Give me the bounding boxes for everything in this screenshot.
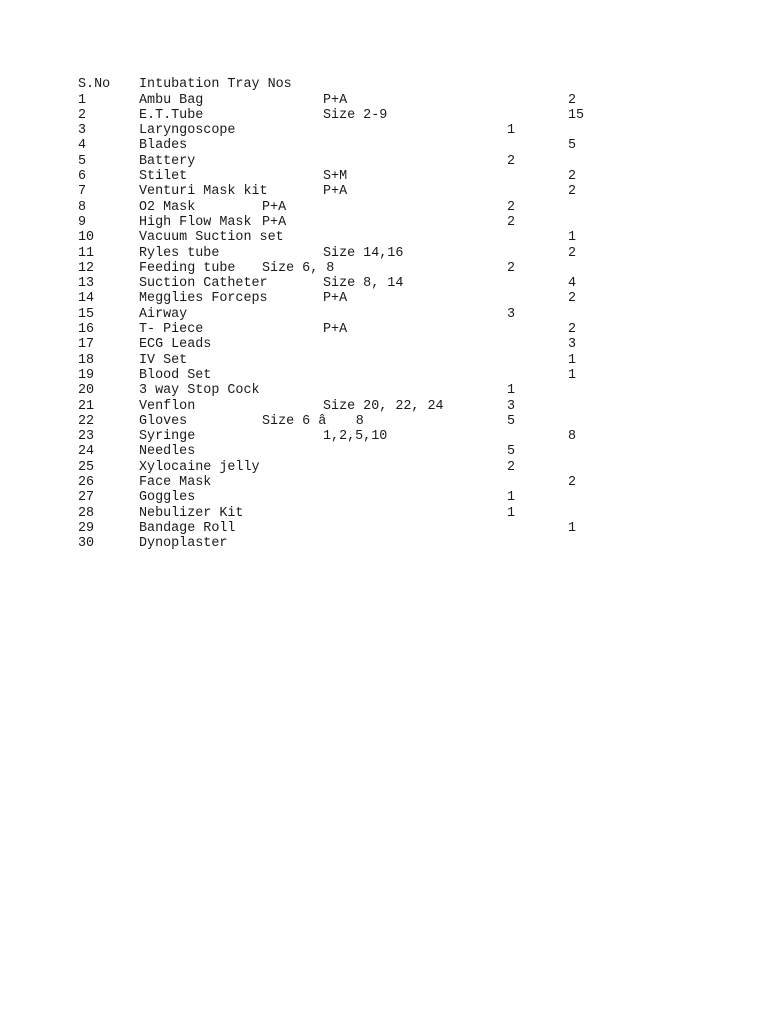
item-qty: 2: [568, 322, 577, 337]
item-sno: 26: [78, 475, 95, 490]
list-item: [0, 490, 768, 506]
item-qty: 1: [507, 490, 516, 506]
list-item: [0, 521, 768, 537]
item-name: T- Piece: [139, 322, 204, 337]
item-spec: Size 14,16: [323, 245, 404, 261]
item-sno: 13: [78, 276, 95, 292]
item-sno: 2: [78, 107, 87, 123]
item-spec: 1,2,5,10: [323, 429, 388, 445]
item-qty: 1: [507, 123, 516, 139]
item-name: Dynoplaster: [139, 536, 228, 552]
item-name: Airway: [139, 306, 188, 322]
item-spec: P+A: [323, 322, 348, 337]
item-sno: 6: [78, 169, 87, 184]
item-name: Blades: [139, 138, 188, 154]
item-name: Vacuum Suction set: [139, 230, 284, 246]
item-qty: 1: [568, 367, 577, 383]
item-name: High Flow Mask: [139, 214, 252, 230]
item-name: Venturi Mask kit: [139, 184, 268, 200]
item-name: Nebulizer Kit: [139, 505, 244, 521]
item-sno: 18: [78, 352, 95, 368]
item-name: E.T.Tube: [139, 107, 204, 123]
item-name: Syringe: [139, 429, 196, 445]
item-name: Needles: [139, 444, 196, 460]
item-qty: 2: [568, 291, 577, 307]
item-spec: P+A: [262, 199, 287, 215]
item-sno: 29: [78, 520, 95, 536]
item-qty: 2: [568, 475, 577, 490]
document-title: Intubation Tray Nos: [139, 77, 292, 92]
item-name: O2 Mask: [139, 199, 196, 215]
item-sno: 5: [78, 153, 87, 169]
list-item: [0, 93, 768, 109]
item-name: Feeding tube: [139, 260, 236, 276]
item-spec: S+M: [323, 169, 348, 184]
list-item: [0, 460, 768, 476]
item-qty: 3: [507, 306, 516, 322]
list-item: [0, 353, 768, 369]
list-item: [0, 506, 768, 522]
item-name: Venflon: [139, 398, 196, 414]
item-sno: 7: [78, 184, 87, 200]
list-item: [0, 536, 768, 552]
item-name: Laryngoscope: [139, 123, 236, 139]
list-item: [0, 444, 768, 460]
item-sno: 20: [78, 383, 95, 399]
item-name: Megglies Forceps: [139, 291, 268, 307]
item-qty: 5: [568, 138, 577, 154]
list-item: [0, 475, 768, 491]
item-sno: 16: [78, 322, 95, 337]
item-sno: 8: [78, 199, 87, 215]
item-qty: 2: [568, 245, 577, 261]
item-name: 3 way Stop Cock: [139, 383, 260, 399]
item-sno: 9: [78, 214, 87, 230]
item-qty: 4: [568, 276, 577, 292]
item-qty: 1: [568, 352, 577, 368]
item-qty: 15: [568, 107, 585, 123]
item-name: Bandage Roll: [139, 520, 236, 536]
list-item: [0, 169, 768, 185]
item-sno: 11: [78, 245, 95, 261]
item-qty: 2: [507, 153, 516, 169]
item-spec: Size 6, 8: [262, 260, 335, 276]
item-qty: 3: [568, 337, 577, 353]
item-sno: 30: [78, 536, 95, 552]
list-item: [0, 414, 768, 430]
list-item: [0, 200, 768, 216]
item-name: Goggles: [139, 490, 196, 506]
item-sno: 3: [78, 123, 87, 139]
item-qty: 2: [507, 459, 516, 475]
item-qty: 2: [568, 92, 577, 108]
list-item: [0, 261, 768, 277]
item-qty: 2: [568, 169, 577, 184]
item-sno: 23: [78, 429, 95, 445]
list-item: [0, 337, 768, 353]
item-spec: P+A: [323, 291, 348, 307]
item-sno: 28: [78, 505, 95, 521]
item-sno: 19: [78, 367, 95, 383]
item-sno: 22: [78, 413, 95, 429]
item-spec: Size 20, 22, 24: [323, 398, 444, 414]
item-spec: Size 2-9: [323, 107, 388, 123]
list-item: [0, 368, 768, 384]
item-qty: 1: [568, 520, 577, 536]
item-spec: P+A: [323, 92, 348, 108]
item-name: Ambu Bag: [139, 92, 204, 108]
list-item: [0, 307, 768, 323]
list-item: [0, 322, 768, 338]
item-qty: 5: [507, 413, 516, 429]
list-item: [0, 383, 768, 399]
list-item: [0, 154, 768, 170]
item-spec: Size 8, 14: [323, 276, 404, 292]
list-item: [0, 215, 768, 231]
item-sno: 25: [78, 459, 95, 475]
item-name: Gloves: [139, 413, 188, 429]
list-item: [0, 429, 768, 445]
list-item: [0, 246, 768, 262]
list-item: [0, 291, 768, 307]
list-item: [0, 276, 768, 292]
item-sno: 17: [78, 337, 95, 353]
sno-header: S.No: [78, 77, 111, 92]
item-spec: P+A: [262, 214, 287, 230]
list-item: [0, 108, 768, 124]
header-row: [0, 77, 768, 93]
item-qty: 1: [507, 505, 516, 521]
list-item: [0, 184, 768, 200]
item-qty: 2: [507, 199, 516, 215]
list-item: [0, 138, 768, 154]
item-name: Blood Set: [139, 367, 212, 383]
item-sno: 27: [78, 490, 95, 506]
item-sno: 15: [78, 306, 95, 322]
list-item: [0, 230, 768, 246]
item-sno: 14: [78, 291, 95, 307]
item-qty: 2: [507, 214, 516, 230]
item-name: Stilet: [139, 169, 188, 184]
item-qty: 1: [507, 383, 516, 399]
list-item: [0, 399, 768, 415]
item-sno: 24: [78, 444, 95, 460]
item-spec: Size 6 â 8: [262, 413, 364, 429]
item-name: IV Set: [139, 352, 188, 368]
item-qty: 3: [507, 398, 516, 414]
item-name: Ryles tube: [139, 245, 220, 261]
item-sno: 21: [78, 398, 95, 414]
item-qty: 1: [568, 230, 577, 246]
item-name: ECG Leads: [139, 337, 212, 353]
item-name: Face Mask: [139, 475, 212, 490]
item-qty: 5: [507, 444, 516, 460]
item-qty: 2: [568, 184, 577, 200]
item-name: Suction Catheter: [139, 276, 268, 292]
item-sno: 1: [78, 92, 87, 108]
item-sno: 4: [78, 138, 87, 154]
item-qty: 2: [507, 260, 516, 276]
item-sno: 12: [78, 260, 95, 276]
item-spec: P+A: [323, 184, 348, 200]
item-qty: 8: [568, 429, 577, 445]
list-item: [0, 123, 768, 139]
item-name: Xylocaine jelly: [139, 459, 260, 475]
item-name: Battery: [139, 153, 196, 169]
item-sno: 10: [78, 230, 95, 246]
